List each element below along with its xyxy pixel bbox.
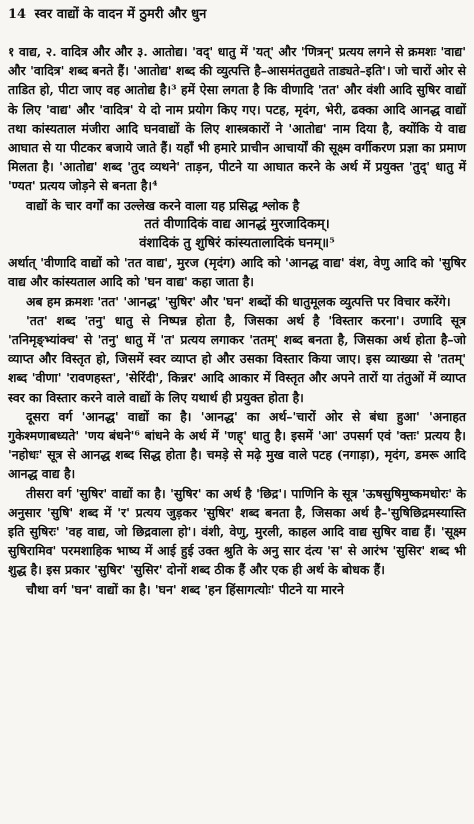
page-header [8,6,466,24]
page-number: 14 [8,7,27,22]
paragraph-shloka-meaning: अर्थात् 'वीणादि वाद्यों को 'तत वाद्य', मुरज (मृदंग) आदि को 'आनद्ध वाद्य' वंश, वेणु आदि को 'सुषिर वाद्य और कांस्यताल आदि को 'घन वाद्य' कहा जाता है। [8,255,466,290]
shloka-line-2: वंशादिकं तु शुषिरं कांस्यतालादिकं घनम्॥⁵ [139,236,335,252]
paragraph-ghana: चौथा वर्ग 'घन' वाद्यों का है। 'घन' शब्द 'हन हिंसागत्योः' पीटने या मारने [26,581,344,597]
paragraph-anaddha: दूसरा वर्ग 'आनद्ध' वाद्यों का है। 'आनद्ध' का अर्थ–'चारों ओर से बंधा हुआ' 'अनाहत गुकेश्मणाबध्यते' 'णय बंधने'⁶ बांधने के अर्थ में 'णह्' धातु है। इसमें 'आ' उपसर्ग एवं 'क्तः' प्रत्यय है। 'नहोधः' सूत्र से आनद्ध शब्द सिद्ध होता है। चमड़े से मढ़े मुख वाले पटह (नगाड़ा), मृदंग, डमरू आदि आनद्ध वाद्य है। [8,408,466,482]
paragraph-instrument-names: १ वाद्य, २. वादित्र और और ३. आतोद्य। 'वद्' धातु में 'यत्' और 'णित्रन्' प्रत्यय लगने से क्रमशः 'वाद्य' और 'वादित्र' शब्द बनते हैं। 'आतोद्य' शब्द की व्युत्पत्ति है–आसमंततुद्यते ताड्यते–इति'। जो चारों ओर से ताडित हो, पीटा जाए वह आतोद्य है।³ हमें ऐसा लगता है कि वीणादि 'तत' और वंशी आदि सुषिर वाद्यों के लिए 'वाद्य' और 'वादित्र' ये दो नाम प्रयोग किए गए। पटह, मृदंग, भेरी, ढक्का आदि आनद्ध वाद्यों तथा कांस्यताल मंजीरा आदि घनवाद्यों के लिए शास्त्रकारों ने 'आतोद्य' नाम दिया है, क्योंकि ये वाद्य आघात से या पीटकर बजाये जाते हैं। यहाँ भी हमारे प्राचीन आचार्यों की सूक्ष्म वर्गीकरण प्रज्ञा का प्रमाण मिलता है। 'आतोद्य' शब्द 'तुद व्यथने' ताड़न, पीटने या आघात करने के अर्थ में प्रयुक्त 'तुद्' धातु में 'ण्यत' प्रत्यय जोड़ने से बनता है।⁴ [8,44,466,194]
shloka-line-1: ततं वीणादिकं वाद्य आनद्धं मुरजादिकम्। [144,216,330,232]
paragraph-etymology-intro: अब हम क्रमशः 'तत' 'आनद्ध' 'सुषिर' और 'घन' शब्दों की धातुमूलक व्युत्पत्ति पर विचार करेंगे। [26,293,451,309]
paragraph-tata: 'तत' शब्द 'तनु' धातु से निष्पन्न होता है, जिसका अर्थ है 'विस्तार करना'। उणादि सूत्र 'तनिमृङ्भ्यांक्च' से 'तनु' धातु में 'त' प्रत्यय लगाकर 'ततम्' शब्द बनता है, जिसका अर्थ होता है–जो व्याप्त और विस्तृत हो, जिसमें स्वर व्याप्त हो और उसका विस्तार किया जाए। इस व्याख्या से 'ततम्' शब्द 'वीणा' 'रावणहस्त', 'सेरिंदी', किन्नर' आदि आकार में विस्तृत और अपने तारों या तंतुओं में व्याप्त स्वर का विस्तार करने वाले वाद्यों के लिए यथार्थ ही प्रयुक्त होता है। [8,312,466,405]
paragraph-shloka-intro: वाद्यों के चार वर्गों का उल्लेख करने वाला यह प्रसिद्ध श्लोक है [26,197,300,213]
chapter-title: स्वर वाद्यों के वादन में ठुमरी और धुन [34,7,207,22]
paragraph-sushir: तीसरा वर्ग 'सुषिर' वाद्यों का है। 'सुषिर' का अर्थ है 'छिद्र'। पाणिनि के सूत्र 'ऊषसुषिमुष्कमधोरः' के अनुसार 'सुषि' शब्द में 'र' प्रत्यय जुड़कर 'सुषिर' शब्द बनता है, जिसका अर्थ है–'सुषिछिद्रमस्यास्ति इति सुषिरः' 'वह वाद्य, जो छिद्रवाला हो'। वंशी, वेणु, मुरली, काहल आदि वाद्य सुषिर वाद्य हैं। 'सूक्ष्म सुषिरामिव' परमशाहिक भाष्य में आई हुई उक्त श्रुति के अनु सार दंत्य 'स' से आरंभ 'सुसिर' शब्द भी शुद्ध है। इस प्रकार 'सुषिर' 'सुसिर' दोनों शब्द ठीक हैं और एक ही अर्थ के बोधक हैं। [8,485,466,578]
